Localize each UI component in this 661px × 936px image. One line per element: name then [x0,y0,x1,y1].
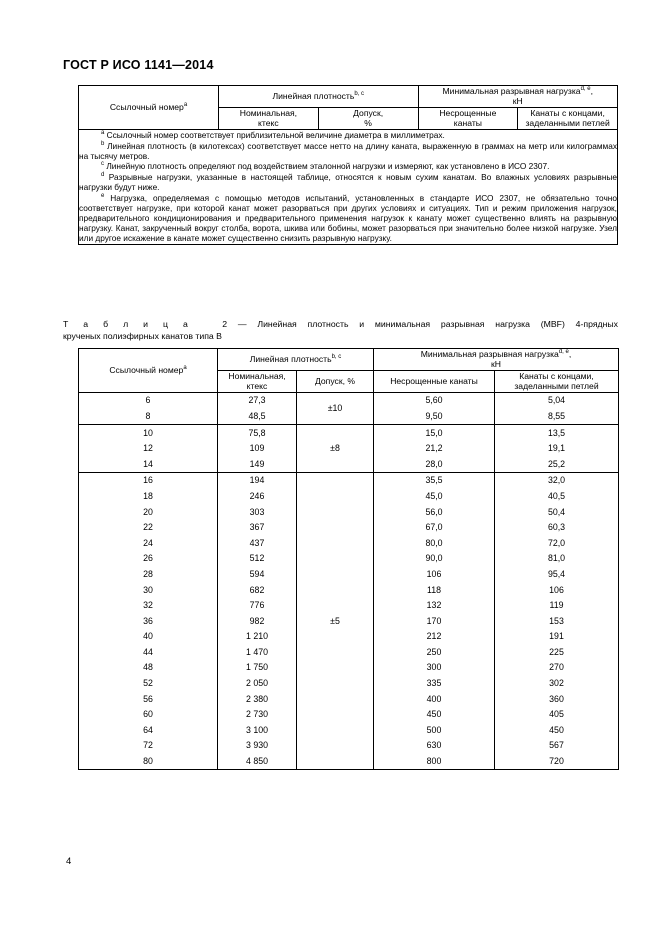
cell-nominal-linear-density: 1 750 [218,660,297,676]
table-2-caption-line-1 [63,318,618,330]
cell-mbf-spliced: 720 [495,754,619,770]
cell-mbf-spliced: 270 [495,660,619,676]
cell-nominal-linear-density: 109 [218,441,297,457]
cell-mbf-unspliced: 335 [374,676,495,692]
cell-reference-number: 8 [79,409,218,425]
cell-tolerance: ±10 [297,392,374,424]
header-unspliced: Несрощенные канаты [418,107,518,129]
cell-mbf-spliced: 50,4 [495,504,619,520]
cell-mbf-spliced: 225 [495,644,619,660]
cell-reference-number: 14 [79,456,218,472]
cell-nominal-linear-density: 4 850 [218,754,297,770]
cell-mbf-unspliced: 800 [374,754,495,770]
header-mbf-unit: кН [512,96,523,107]
cell-mbf-unspliced: 21,2 [374,441,495,457]
header-spliced: Канаты с концами, заделанными петлей [495,370,619,392]
header-mbf-unit: кН [491,359,501,370]
cell-mbf-spliced: 8,55 [495,409,619,425]
cell-mbf-spliced: 5,04 [495,392,619,408]
cell-reference-number: 32 [79,598,218,614]
document-header: ГОСТ Р ИСО 1141—2014 [63,58,214,72]
cell-mbf-spliced: 450 [495,722,619,738]
cell-mbf-unspliced: 28,0 [374,456,495,472]
cell-nominal-linear-density: 194 [218,472,297,488]
cell-nominal-linear-density: 1 470 [218,644,297,660]
cell-nominal-linear-density: 367 [218,520,297,536]
cell-nominal-linear-density: 2 380 [218,691,297,707]
header-unspliced: Несрощенные канаты [374,370,495,392]
cell-nominal-linear-density: 2 050 [218,676,297,692]
header-linear-density: Линейная плотность$^{b, c}$ [218,349,374,371]
cell-reference-number: 80 [79,754,218,770]
caption-title-1: Линейная плотность и минимальная разрывная нагрузка (MBF) 4-прядных [257,319,618,329]
cell-reference-number: 52 [79,676,218,692]
cell-mbf-unspliced: 118 [374,582,495,598]
cell-mbf-spliced: 106 [495,582,619,598]
table-row [79,472,619,488]
caption-dash: — [237,319,247,329]
cell-mbf-spliced: 19,1 [495,441,619,457]
cell-nominal-linear-density: 246 [218,489,297,505]
cell-reference-number: 24 [79,535,218,551]
cell-mbf-unspliced: 212 [374,629,495,645]
header-min-breaking-force: Минимальная разрывная нагрузка$^{d, e}$, кН [374,349,619,371]
header-tolerance: Допуск, % [318,107,418,129]
cell-reference-number: 18 [79,489,218,505]
cell-mbf-spliced: 95,4 [495,566,619,582]
header-min-breaking-force: Минимальная разрывная нагрузка$^{d, e}$, кН [418,86,618,108]
footnote-marker-a: a [183,102,188,109]
table-1-header-row-1 [79,86,618,108]
table-row [79,425,619,441]
footnote-a-marker: a [101,130,105,137]
cell-reference-number: 20 [79,504,218,520]
cell-mbf-unspliced: 300 [374,660,495,676]
footnote-e-marker: e [101,192,105,199]
cell-mbf-unspliced: 67,0 [374,520,495,536]
cell-nominal-linear-density: 303 [218,504,297,520]
header-nominal: Номинальная, ктекс [219,107,319,129]
cell-tolerance: ±5 [297,472,374,769]
footnote-b-marker: b [101,140,105,147]
cell-mbf-unspliced: 170 [374,613,495,629]
footnote-d: $^d$ Разрывные нагрузки, указанные в настоящей таблице, относятся к новым сухим канатам. Во влажных условиях разрывные нагрузки будут ниже. [79,171,617,192]
cell-mbf-unspliced: 132 [374,598,495,614]
header-reference-number: Ссылочный номер$^a$ [79,349,218,393]
cell-mbf-spliced: 60,3 [495,520,619,536]
cell-reference-number: 26 [79,551,218,567]
cell-reference-number: 40 [79,629,218,645]
footnote-c: $^c$ Линейную плотность определяют под воздействием эталонной нагрузки и измеряют, как установлено в ИСО 2307. [101,161,550,172]
table-2 [78,348,619,770]
table-row [79,392,619,408]
caption-number: 2 [222,319,228,329]
footnote-d-marker: d [101,172,105,179]
cell-nominal-linear-density: 2 730 [218,707,297,723]
footnote-marker-a: a [183,365,187,372]
cell-mbf-unspliced: 56,0 [374,504,495,520]
cell-mbf-spliced: 153 [495,613,619,629]
cell-mbf-unspliced: 45,0 [374,489,495,505]
cell-mbf-spliced: 40,5 [495,489,619,505]
header-reference-number: Ссылочный номер$^a$ [79,86,219,130]
cell-mbf-spliced: 25,2 [495,456,619,472]
cell-reference-number: 28 [79,566,218,582]
footnote-marker-bc: b, c [354,91,365,98]
cell-nominal-linear-density: 1 210 [218,629,297,645]
cell-reference-number: 64 [79,722,218,738]
cell-mbf-spliced: 360 [495,691,619,707]
caption-label: Т а б л и ц а [63,319,190,329]
cell-reference-number: 16 [79,472,218,488]
cell-mbf-spliced: 405 [495,707,619,723]
cell-nominal-linear-density: 75,8 [218,425,297,441]
footnote-e: $^e$ Нагрузка, определяемая с помощью методов испытаний, установленных в стандарте ИСО 2307, не обязательно точно соответствует нагрузке, при которой канат может разорваться при других условиях и ситуациях. Тип и режим приложения нагрузок, предварительного кондиционирования и предварительного применения нагрузок к канату может существенно влиять на разрывную нагрузку. Канат, закрученный вокруг столба, ворота, шкива или бобины, может разорваться при значительно более низкой нагрузке. Узел или другое искажение в канате может существенно снизить разрывную нагрузку. [79,192,617,244]
footnote-marker-bc: b, c [331,354,342,361]
cell-reference-number: 30 [79,582,218,598]
cell-mbf-unspliced: 9,50 [374,409,495,425]
cell-reference-number: 22 [79,520,218,536]
table-1-notes-row [79,129,618,244]
cell-mbf-spliced: 72,0 [495,535,619,551]
cell-mbf-unspliced: 90,0 [374,551,495,567]
cell-mbf-unspliced: 80,0 [374,535,495,551]
cell-nominal-linear-density: 437 [218,535,297,551]
cell-mbf-spliced: 119 [495,598,619,614]
footnote-c-marker: c [101,161,104,168]
cell-mbf-spliced: 567 [495,738,619,754]
cell-tolerance: ±8 [297,425,374,473]
cell-mbf-unspliced: 106 [374,566,495,582]
footnote-marker-de: d, e [558,349,569,356]
cell-mbf-unspliced: 250 [374,644,495,660]
cell-reference-number: 44 [79,644,218,660]
cell-nominal-linear-density: 776 [218,598,297,614]
cell-mbf-spliced: 13,5 [495,425,619,441]
cell-nominal-linear-density: 594 [218,566,297,582]
cell-nominal-linear-density: 48,5 [218,409,297,425]
cell-nominal-linear-density: 149 [218,456,297,472]
page-number: 4 [66,856,72,867]
footnote-a: $^a$ Ссылочный номер соответствует приблизительной величине диаметра в миллиметрах. [101,129,445,140]
cell-nominal-linear-density: 27,3 [218,392,297,408]
cell-reference-number: 48 [79,660,218,676]
header-linear-density: Линейная плотность$^{b, c}$ [219,86,419,108]
cell-mbf-unspliced: 630 [374,738,495,754]
cell-reference-number: 12 [79,441,218,457]
cell-reference-number: 60 [79,707,218,723]
header-tolerance: Допуск, % [297,370,374,392]
cell-mbf-spliced: 191 [495,629,619,645]
cell-mbf-unspliced: 35,5 [374,472,495,488]
cell-reference-number: 56 [79,691,218,707]
cell-nominal-linear-density: 3 930 [218,738,297,754]
cell-nominal-linear-density: 512 [218,551,297,567]
cell-mbf-unspliced: 5,60 [374,392,495,408]
cell-mbf-unspliced: 500 [374,722,495,738]
caption-title-2: крученых полиэфирных канатов типа В [63,331,222,341]
cell-nominal-linear-density: 982 [218,613,297,629]
cell-mbf-unspliced: 15,0 [374,425,495,441]
cell-mbf-spliced: 81,0 [495,551,619,567]
cell-mbf-spliced: 32,0 [495,472,619,488]
header-spliced: Канаты с концами, заделанными петлей [518,107,618,129]
cell-reference-number: 36 [79,613,218,629]
cell-nominal-linear-density: 3 100 [218,722,297,738]
cell-mbf-unspliced: 400 [374,691,495,707]
table-1-footnotes [79,129,618,244]
footnote-b: $^b$ Линейная плотность (в килотексах) соответствует массе нетто на длину каната, выраженную в граммах на метр или килограммах на тысячу метров. [79,140,617,161]
table-2-header-row-1 [79,349,619,371]
cell-mbf-spliced: 302 [495,676,619,692]
table-2-caption [63,318,618,342]
cell-reference-number: 10 [79,425,218,441]
cell-mbf-unspliced: 450 [374,707,495,723]
cell-nominal-linear-density: 682 [218,582,297,598]
footnote-marker-de: d, e [580,86,591,93]
table-1 [78,85,618,245]
header-nominal: Номинальная, ктекс [218,370,297,392]
cell-reference-number: 6 [79,392,218,408]
cell-reference-number: 72 [79,738,218,754]
